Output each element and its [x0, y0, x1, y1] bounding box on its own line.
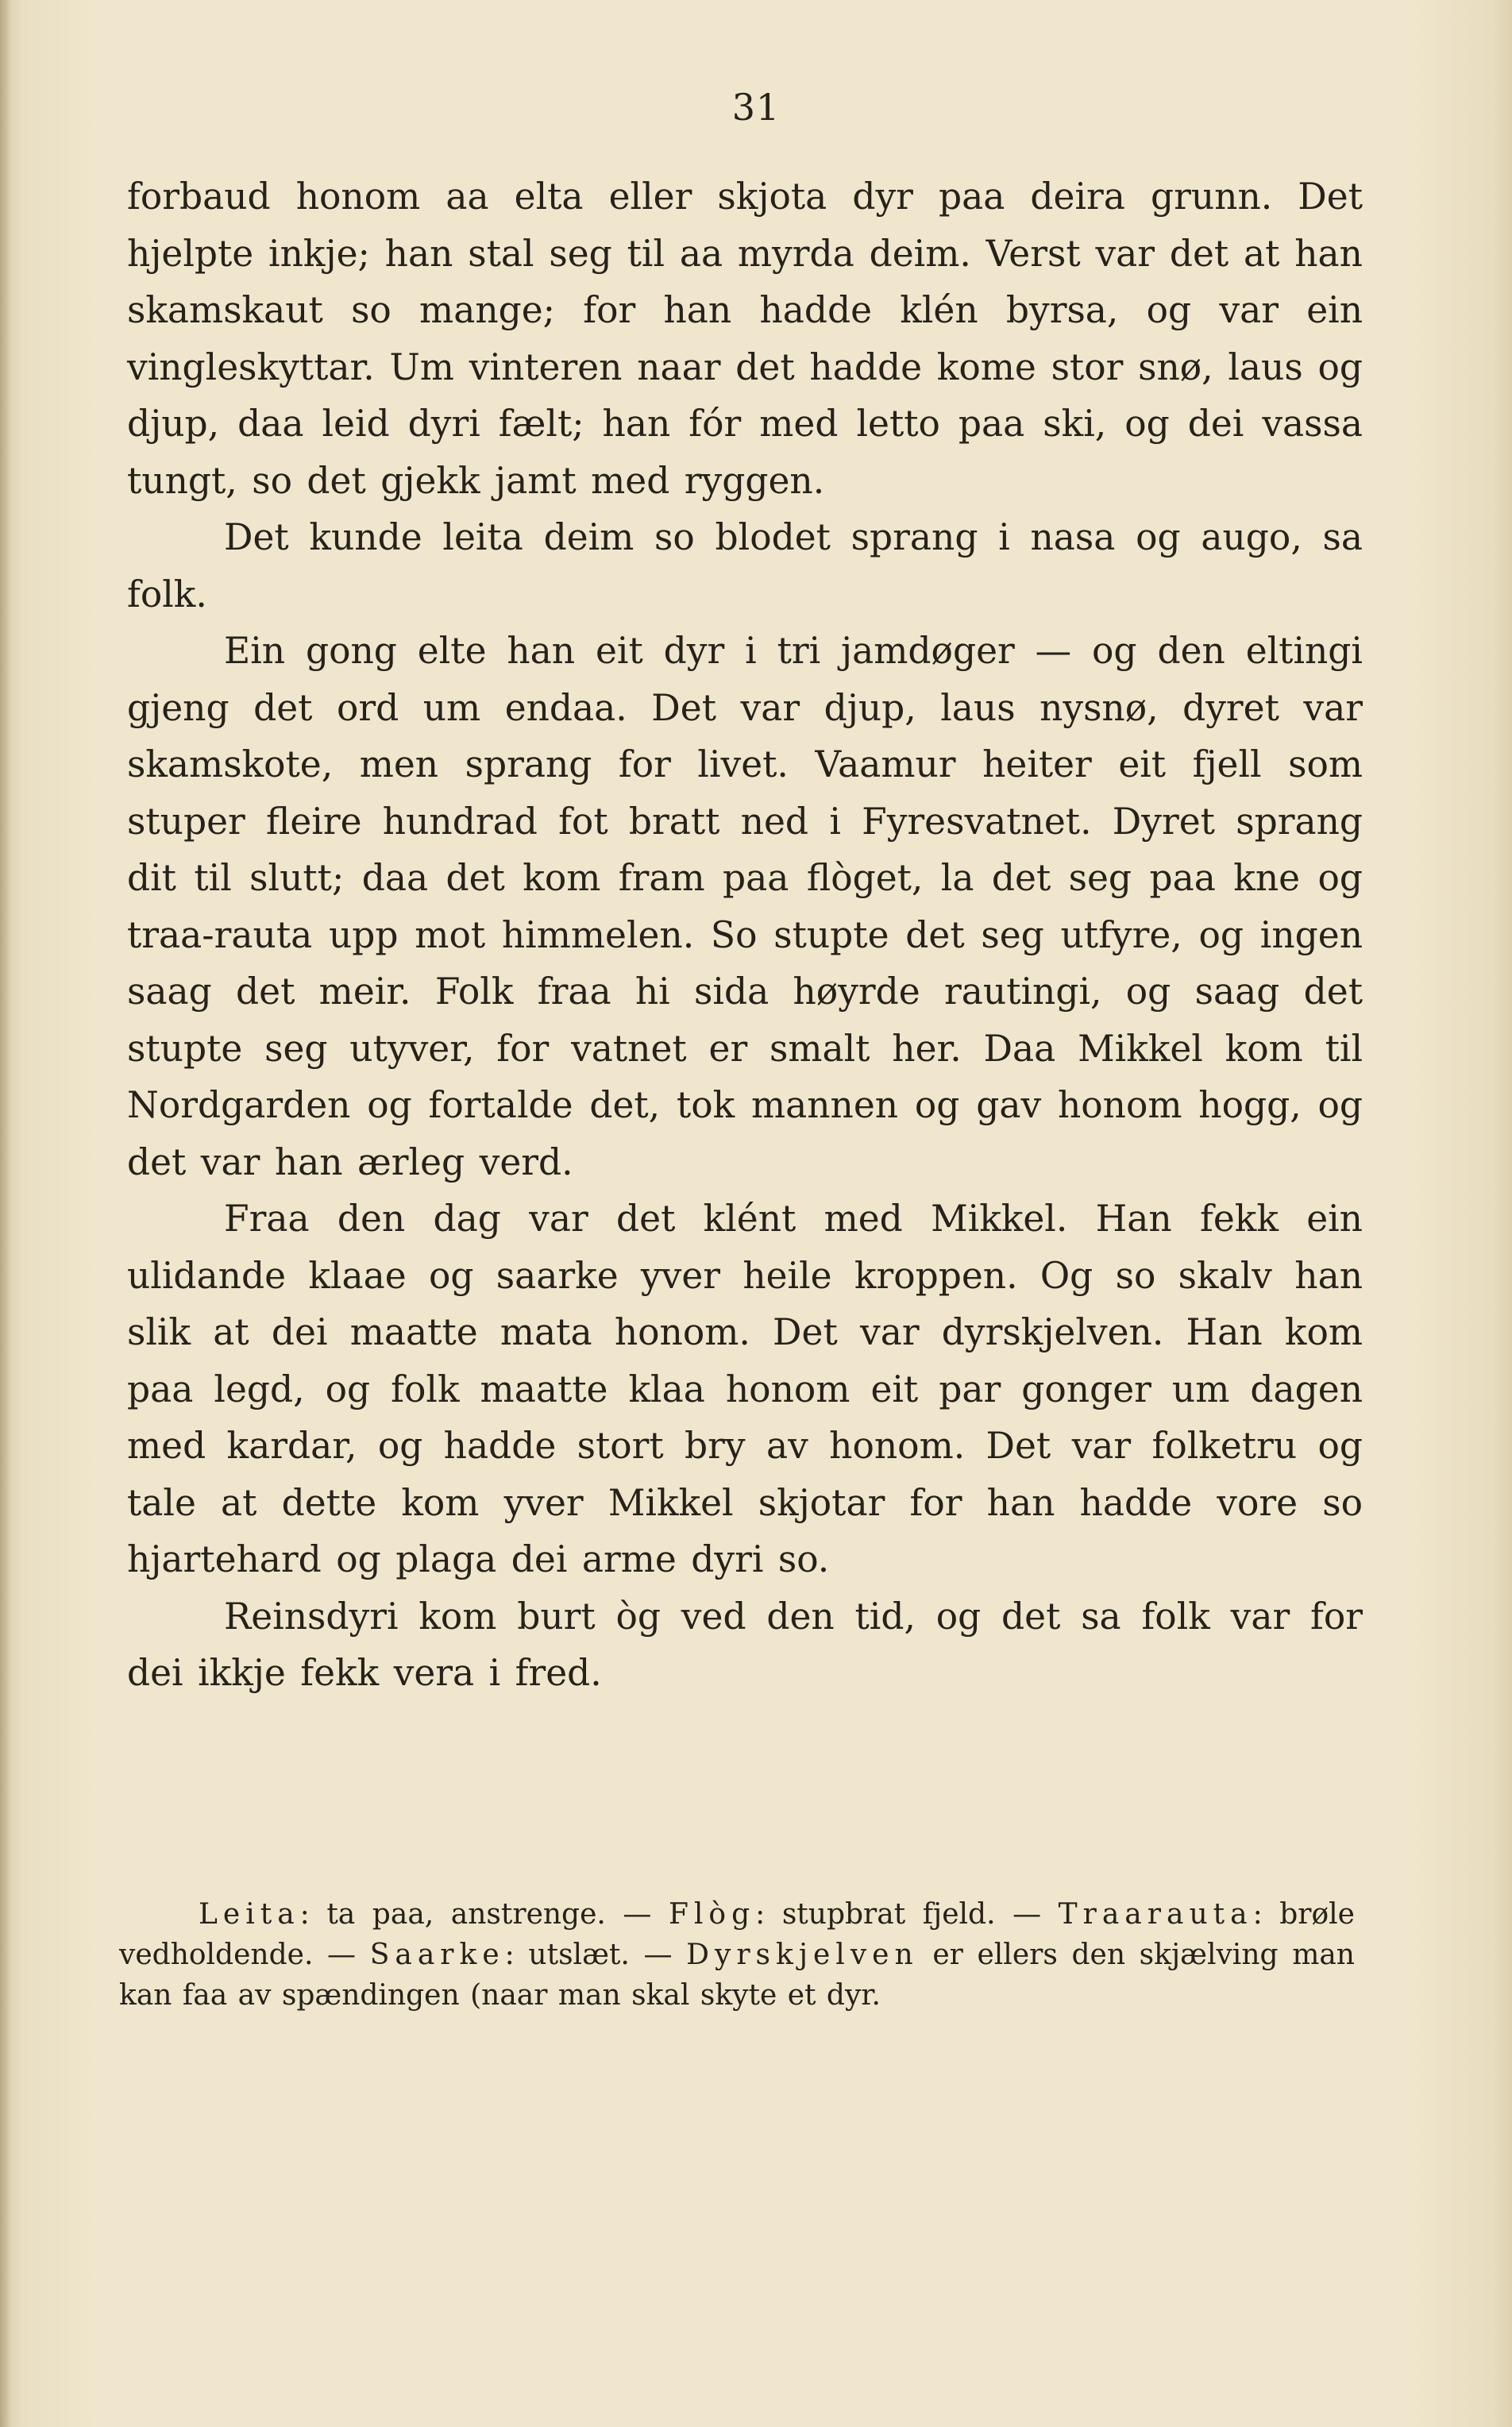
- footnote-term: Saarke: [369, 1939, 505, 1971]
- paragraph-2: Det kunde leita deim so blodet sprang i nasa og augo, sa folk.: [127, 516, 1363, 615]
- paragraph-1: forbaud honom aa elta eller skjota dyr paa deira grunn. Det hjelpte inkje; han stal seg til aa myrda deim. Verst var det at han skamskaut so mange; for han hadde klén byrsa, og var ein vingleskyttar. Um vinteren naar det hadde kome stor snø, laus og djup, daa leid dyri fælt; han fór med letto paa ski, og dei vassa tungt, so det gjekk jamt med ryggen.: [127, 176, 1363, 502]
- paragraph-3: Ein gong elte han eit dyr i tri jamdøger — og den eltingi gjeng det ord um endaa. Det var djup, laus nysnø, dyret var skamskote, men sprang for livet. Vaamur heiter eit fjell som stuper fleire hundrad fot bratt ned i Fyresvatnet. Dyret sprang dit til slutt; daa det kom fram paa flòget, la det seg paa kne og traa-rauta upp mot himmelen. So stupte det seg utfyre, og ingen saag det meir. Folk fraa hi sida høyrde rautingi, og saag det stupte seg utyver, for vatnet er smalt her. Daa Mikkel kom til Nordgarden og fortalde det, tok mannen og gav honom hogg, og det var han ærleg verd.: [127, 630, 1363, 1183]
- binding-shadow: [0, 0, 11, 2427]
- paragraph-4: Fraa den dag var det klént med Mikkel. Han fekk ein ulidande klaae og saarke yver heile kroppen. Og so skalv han slik at dei maatte mata honom. Det var dyrskjelven. Han kom paa legd, og folk maatte klaa honom eit par gonger um dagen med kardar, og hadde stort bry av honom. Det var folketru og tale at dette kom yver Mikkel skjotar for han hadde vore so hjartehard og plaga dei arme dyri so.: [127, 1198, 1363, 1580]
- footnote-definition: : stupbrat fjeld. —: [755, 1898, 1059, 1931]
- footnote-definition: : brøle vedholdende. —: [119, 1898, 1355, 1971]
- footnote-definition: : ta paa, anstrenge. —: [299, 1898, 669, 1931]
- footnote-term: Traarauta: [1058, 1898, 1253, 1931]
- footnote-definition: : utslæt. —: [504, 1939, 687, 1971]
- body-text: [127, 168, 1363, 1702]
- footnote-term: Flòg: [668, 1898, 756, 1931]
- page-number: 31: [731, 86, 781, 129]
- paragraph-5: Reinsdyri kom burt òg ved den tid, og det sa folk var for dei ikkje fekk vera i fred.: [127, 1595, 1363, 1694]
- footnotes: [119, 1894, 1355, 2016]
- footnote-term: Dyrskjelven: [686, 1939, 919, 1971]
- footnote-term: Leita: [199, 1898, 300, 1931]
- footnote-definition: er ellers den skjælving man kan faa av spændingen (naar man skal skyte et dyr.: [119, 1939, 1355, 2012]
- footnote-block: [119, 1894, 1355, 2016]
